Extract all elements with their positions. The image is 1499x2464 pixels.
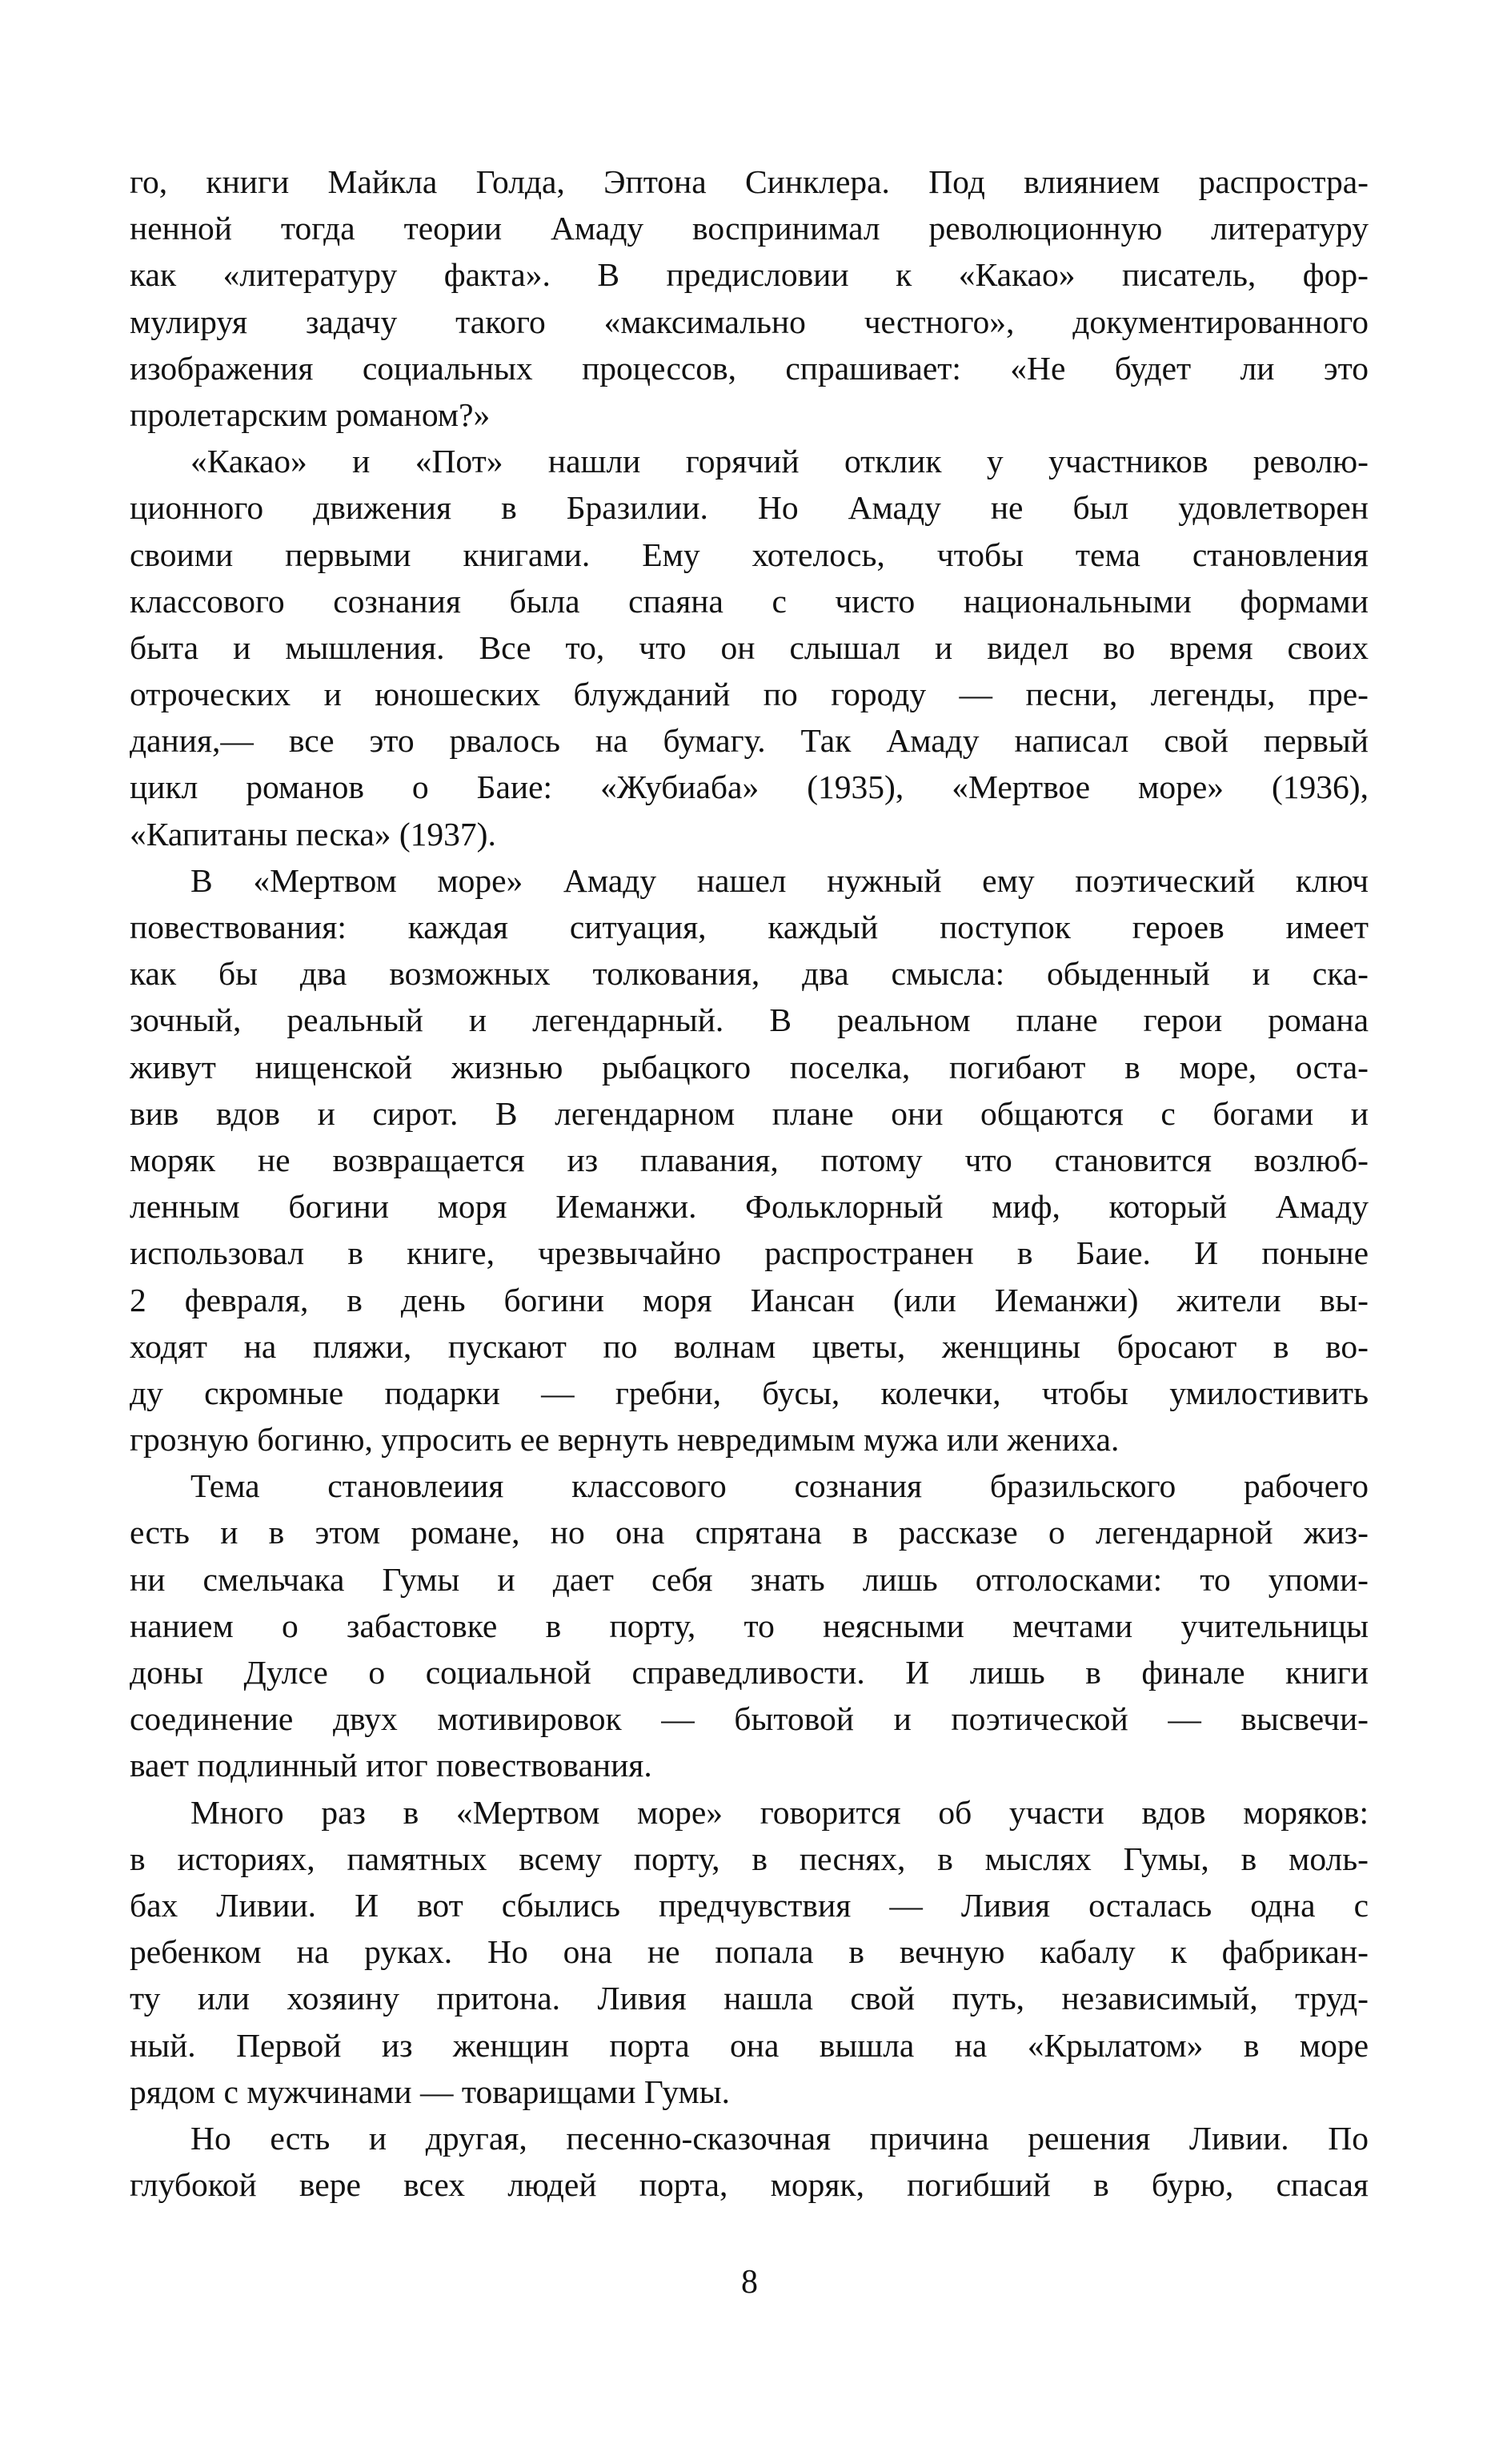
- text-line: ту или хозяину притона. Ливия нашла свой путь, независимый, труд-: [130, 1980, 1369, 2017]
- text-line: изображения социальных процессов, спрашивает: «Не будет ли это: [130, 349, 1369, 387]
- text-line: пролетарским романом?»: [130, 395, 491, 433]
- text-line: своими первыми книгами. Ему хотелось, чтобы тема становления: [130, 536, 1369, 573]
- text-line: в историях, памятных всему порту, в песнях, в мыслях Гумы, в моль-: [130, 1840, 1369, 1877]
- text-line: есть и в этом романе, но она спрятана в рассказе о легендарной жиз-: [130, 1514, 1369, 1551]
- text-line: ребенком на руках. Но она не попала в вечную кабалу к фабрикан-: [130, 1933, 1369, 1971]
- text-line: соединение двух мотивировок — бытовой и поэтической — высвечи-: [130, 1700, 1369, 1738]
- text-line: ходят на пляжи, пускают по волнам цветы, женщины бросают в во-: [130, 1327, 1369, 1365]
- text-line: цикл романов о Баие: «Жубиаба» (1935), «Мертвое море» (1936),: [130, 768, 1369, 806]
- text-line: дания,— все это рвалось на бумагу. Так Амаду написал свой первый: [130, 722, 1369, 760]
- text-line: Много раз в «Мертвом море» говорится об участи вдов моряков:: [190, 1793, 1369, 1831]
- text-line: глубокой вере всех людей порта, моряк, погибший в бурю, спасая: [130, 2166, 1369, 2204]
- text-line: Но есть и другая, песенно-сказочная причина решения Ливии. По: [190, 2119, 1369, 2157]
- text-line: как бы два возможных толкования, два смысла: обыденный и ска-: [130, 955, 1369, 993]
- text-line: быта и мышления. Все то, что он слышал и видел во время своих: [130, 628, 1369, 666]
- text-line: рядом с мужчинами — товарищами Гумы.: [130, 2073, 730, 2110]
- text-line: Тема становлеиия классового сознания бразильского рабочего: [190, 1467, 1369, 1505]
- text-line: повествования: каждая ситуация, каждый поступок героев имеет: [130, 909, 1369, 945]
- text-line: доны Дулсе о социальной справедливости. И лишь в финале книги: [130, 1654, 1369, 1691]
- text-line: бах Ливии. И вот сбылись предчувствия — Ливия осталась одна с: [130, 1886, 1369, 1924]
- text-line: «Капитаны песка» (1937).: [130, 815, 496, 853]
- text-line: В «Мертвом море» Амаду нашел нужный ему поэтический ключ: [190, 861, 1369, 899]
- text-line: ни смельчака Гумы и дает себя знать лишь отголосками: то упоми-: [130, 1560, 1369, 1598]
- text-line: ный. Первой из женщин порта она вышла на «Крылатом» в море: [130, 2026, 1369, 2064]
- text-line: ленным богини моря Иеманжи. Фольклорный миф, который Амаду: [130, 1188, 1369, 1226]
- page-body: [130, 159, 1369, 2208]
- text-line: живут нищенской жизнью рыбацкого поселка, погибают в море, оста-: [130, 1048, 1369, 1086]
- text-line: грозную богиню, упросить ее вернуть невредимым мужа или жениха.: [130, 1421, 1120, 1459]
- text-line: вив вдов и сирот. В легендарном плане они общаются с богами и: [130, 1094, 1369, 1132]
- page-number: 8: [741, 2264, 758, 2301]
- text-line: ду скромные подарки — гребни, бусы, колечки, чтобы умилостивить: [130, 1374, 1369, 1411]
- text-line: как «литературу факта». В предисловии к «Какао» писатель, фор-: [130, 256, 1369, 294]
- text-line: отроческих и юношеских блужданий по городу — песни, легенды, пре-: [130, 676, 1369, 713]
- text-line: ненной тогда теории Амаду воспринимал революционную литературу: [130, 210, 1369, 247]
- text-line: 2 февраля, в день богини моря Иансан (или Иеманжи) жители вы-: [130, 1281, 1369, 1318]
- text-line: зочный, реальный и легендарный. В реальном плане герои романа: [130, 1001, 1369, 1039]
- text-line: использовал в книге, чрезвычайно распространен в Баие. И поныне: [130, 1234, 1369, 1272]
- text-line: мулируя задачу такого «максимально честного», документированного: [130, 303, 1369, 340]
- text-line: вает подлинный итог повествования.: [130, 1747, 652, 1784]
- text-line: го, книги Майкла Голда, Эптона Синклера. Под влиянием распростра-: [130, 163, 1369, 200]
- text-line: моряк не возвращается из плавания, потому что становится возлюб-: [130, 1141, 1369, 1178]
- text-line: нанием о забастовке в порту, то неясными мечтами учительницы: [130, 1607, 1369, 1644]
- text-line: классового сознания была спаяна с чисто национальными формами: [130, 582, 1369, 620]
- text-line: ционного движения в Бразилии. Но Амаду не был удовлетворен: [130, 489, 1369, 527]
- text-line: «Какао» и «Пот» нашли горячий отклик у участников револю-: [190, 443, 1369, 480]
